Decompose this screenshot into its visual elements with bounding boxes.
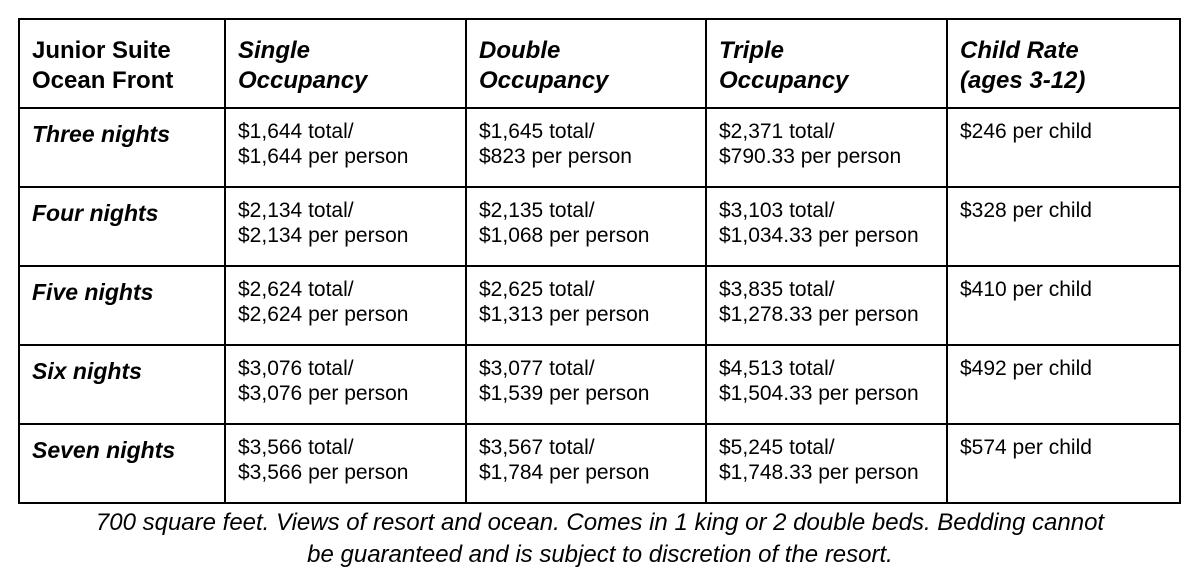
row-label: Three nights: [19, 108, 225, 187]
row-label: Seven nights: [19, 424, 225, 503]
double-occupancy-cell: $1,645 total/ $823 per person: [466, 108, 706, 187]
child-rate-cell: $410 per child: [947, 266, 1180, 345]
header-single-occupancy: Single Occupancy: [225, 19, 466, 108]
row-label: Five nights: [19, 266, 225, 345]
triple-occupancy-cell: $5,245 total/ $1,748.33 per person: [706, 424, 947, 503]
table-row: [19, 266, 1180, 345]
triple-occupancy-cell: $4,513 total/ $1,504.33 per person: [706, 345, 947, 424]
double-occupancy-cell: $3,567 total/ $1,784 per person: [466, 424, 706, 503]
single-occupancy-cell: $3,076 total/ $3,076 per person: [225, 345, 466, 424]
child-rate-cell: $328 per child: [947, 187, 1180, 266]
single-occupancy-cell: $2,134 total/ $2,134 per person: [225, 187, 466, 266]
header-triple-occupancy: Triple Occupancy: [706, 19, 947, 108]
row-label: Six nights: [19, 345, 225, 424]
table-row: [19, 345, 1180, 424]
table-row: [19, 187, 1180, 266]
header-room-type: Junior Suite Ocean Front: [19, 19, 225, 108]
table-row: [19, 424, 1180, 503]
triple-occupancy-cell: $3,835 total/ $1,278.33 per person: [706, 266, 947, 345]
room-description-caption: 700 square feet. Views of resort and ocean. Comes in 1 king or 2 double beds. Bedding cannot be guaranteed and is subject to discretion of the resort.: [95, 509, 1105, 568]
header-row: [19, 19, 1180, 108]
double-occupancy-cell: $3,077 total/ $1,539 per person: [466, 345, 706, 424]
rate-table: [18, 18, 1181, 504]
single-occupancy-cell: $1,644 total/ $1,644 per person: [225, 108, 466, 187]
header-double-occupancy: Double Occupancy: [466, 19, 706, 108]
child-rate-cell: $574 per child: [947, 424, 1180, 503]
table-row: [19, 108, 1180, 187]
triple-occupancy-cell: $3,103 total/ $1,034.33 per person: [706, 187, 947, 266]
row-label: Four nights: [19, 187, 225, 266]
child-rate-cell: $492 per child: [947, 345, 1180, 424]
single-occupancy-cell: $3,566 total/ $3,566 per person: [225, 424, 466, 503]
single-occupancy-cell: $2,624 total/ $2,624 per person: [225, 266, 466, 345]
header-child-rate: Child Rate (ages 3-12): [947, 19, 1180, 108]
double-occupancy-cell: $2,625 total/ $1,313 per person: [466, 266, 706, 345]
double-occupancy-cell: $2,135 total/ $1,068 per person: [466, 187, 706, 266]
child-rate-cell: $246 per child: [947, 108, 1180, 187]
triple-occupancy-cell: $2,371 total/ $790.33 per person: [706, 108, 947, 187]
